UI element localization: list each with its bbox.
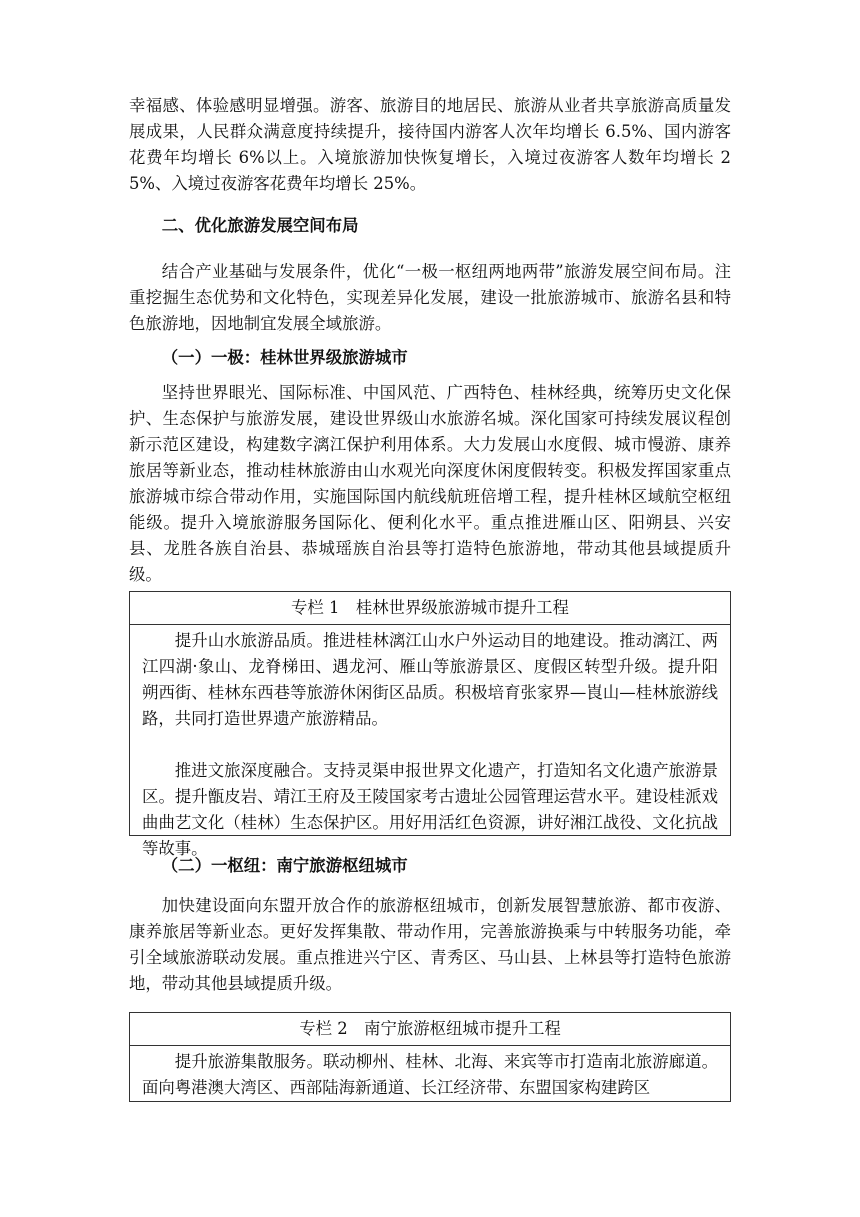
section-heading-spatial-layout: 二、优化旅游发展空间布局 [161, 216, 359, 235]
column-box-2-body [130, 1046, 730, 1102]
column-box-2-item-1: 提升旅游集散服务。联动柳州、桂林、北海、来宾等市打造南北旅游廊道。面向粤港澳大湾区、西部陆海新通道、长江经济带、东盟国家构建跨区 [142, 1052, 718, 1097]
subheading-guilin: （一）一极：桂林世界级旅游城市 [161, 348, 408, 367]
layout-paragraph: 结合产业基础与发展条件，优化“一极一枢纽两地两带”旅游发展空间布局。注重挖掘生态优势和文化特色，实现差异化发展，建设一批旅游城市、旅游名县和特色旅游地，因地制宜发展全域旅游。 [129, 262, 731, 333]
guilin-paragraph: 坚持世界眼光、国际标准、中国风范、广西特色、桂林经典，统筹历史文化保护、生态保护与旅游发展，建设世界级山水旅游名城。深化国家可持续发展议程创新示范区建设，构建数字漓江保护利用体系。大力发展山水度假、城市慢游、康养旅居等新业态，推动桂林旅游由山水观光向深度休闲度假转变。积极发挥国家重点旅游城市综合带动作用，实施国际国内航线航班倍增工程，提升桂林区域航空枢纽能级。提升入境旅游服务国际化、便利化水平。重点推进雁山区、阳朔县、兴安县、龙胜各族自治县、恭城瑶族自治县等打造特色旅游地，带动其他县域提质升级。 [129, 383, 731, 584]
column-box-1 [129, 591, 731, 858]
column-box-2-title: 专栏 2 南宁旅游枢纽城市提升工程 [130, 1013, 730, 1046]
column-box-1-item-2: 推进文旅深度融合。支持灵渠申报世界文化遗产，打造知名文化遗产旅游景区。提升甑皮岩、靖江王府及王陵国家考古遗址公园管理运营水平。建设桂派戏曲曲艺文化（桂林）生态保护区。用好用活红色资源，讲好湘江战役、文化抗战等故事。 [142, 761, 718, 858]
nanning-paragraph: 加快建设面向东盟开放合作的旅游枢纽城市，创新发展智慧旅游、都市夜游、康养旅居等新业态。更好发挥集散、带动作用，完善旅游换乘与中转服务功能，牵引全域旅游联动发展。重点推进兴宁区、青秀区、马山县、上林县等打造特色旅游地，带动其他县域提质升级。 [129, 896, 731, 993]
column-box-2 [129, 1012, 731, 1102]
column-box-1-title: 专栏 1 桂林世界级旅游城市提升工程 [130, 592, 730, 625]
column-box-1-item-1: 提升山水旅游品质。推进桂林漓江山水户外运动目的地建设。推动漓江、两江四湖·象山、龙脊梯田、遇龙河、雁山等旅游景区、度假区转型升级。提升阳朔西街、桂林东西巷等旅游休闲街区品质。积极培育张家界—崀山—桂林旅游线路，共同打造世界遗产旅游精品。 [142, 631, 718, 728]
column-box-1-body [130, 625, 730, 865]
intro-paragraph: 幸福感、体验感明显增强。游客、旅游目的地居民、旅游从业者共享旅游高质量发展成果，人民群众满意度持续提升，接待国内游客人次年均增长 6.5%、国内游客花费年均增长 6%以上。入境旅游加快恢复增长，入境过夜游客人数年均增长 25%、入境过夜游客花费年均增长 25%。 [129, 96, 731, 193]
subheading-nanning: （二）一枢纽：南宁旅游枢纽城市 [161, 856, 408, 875]
